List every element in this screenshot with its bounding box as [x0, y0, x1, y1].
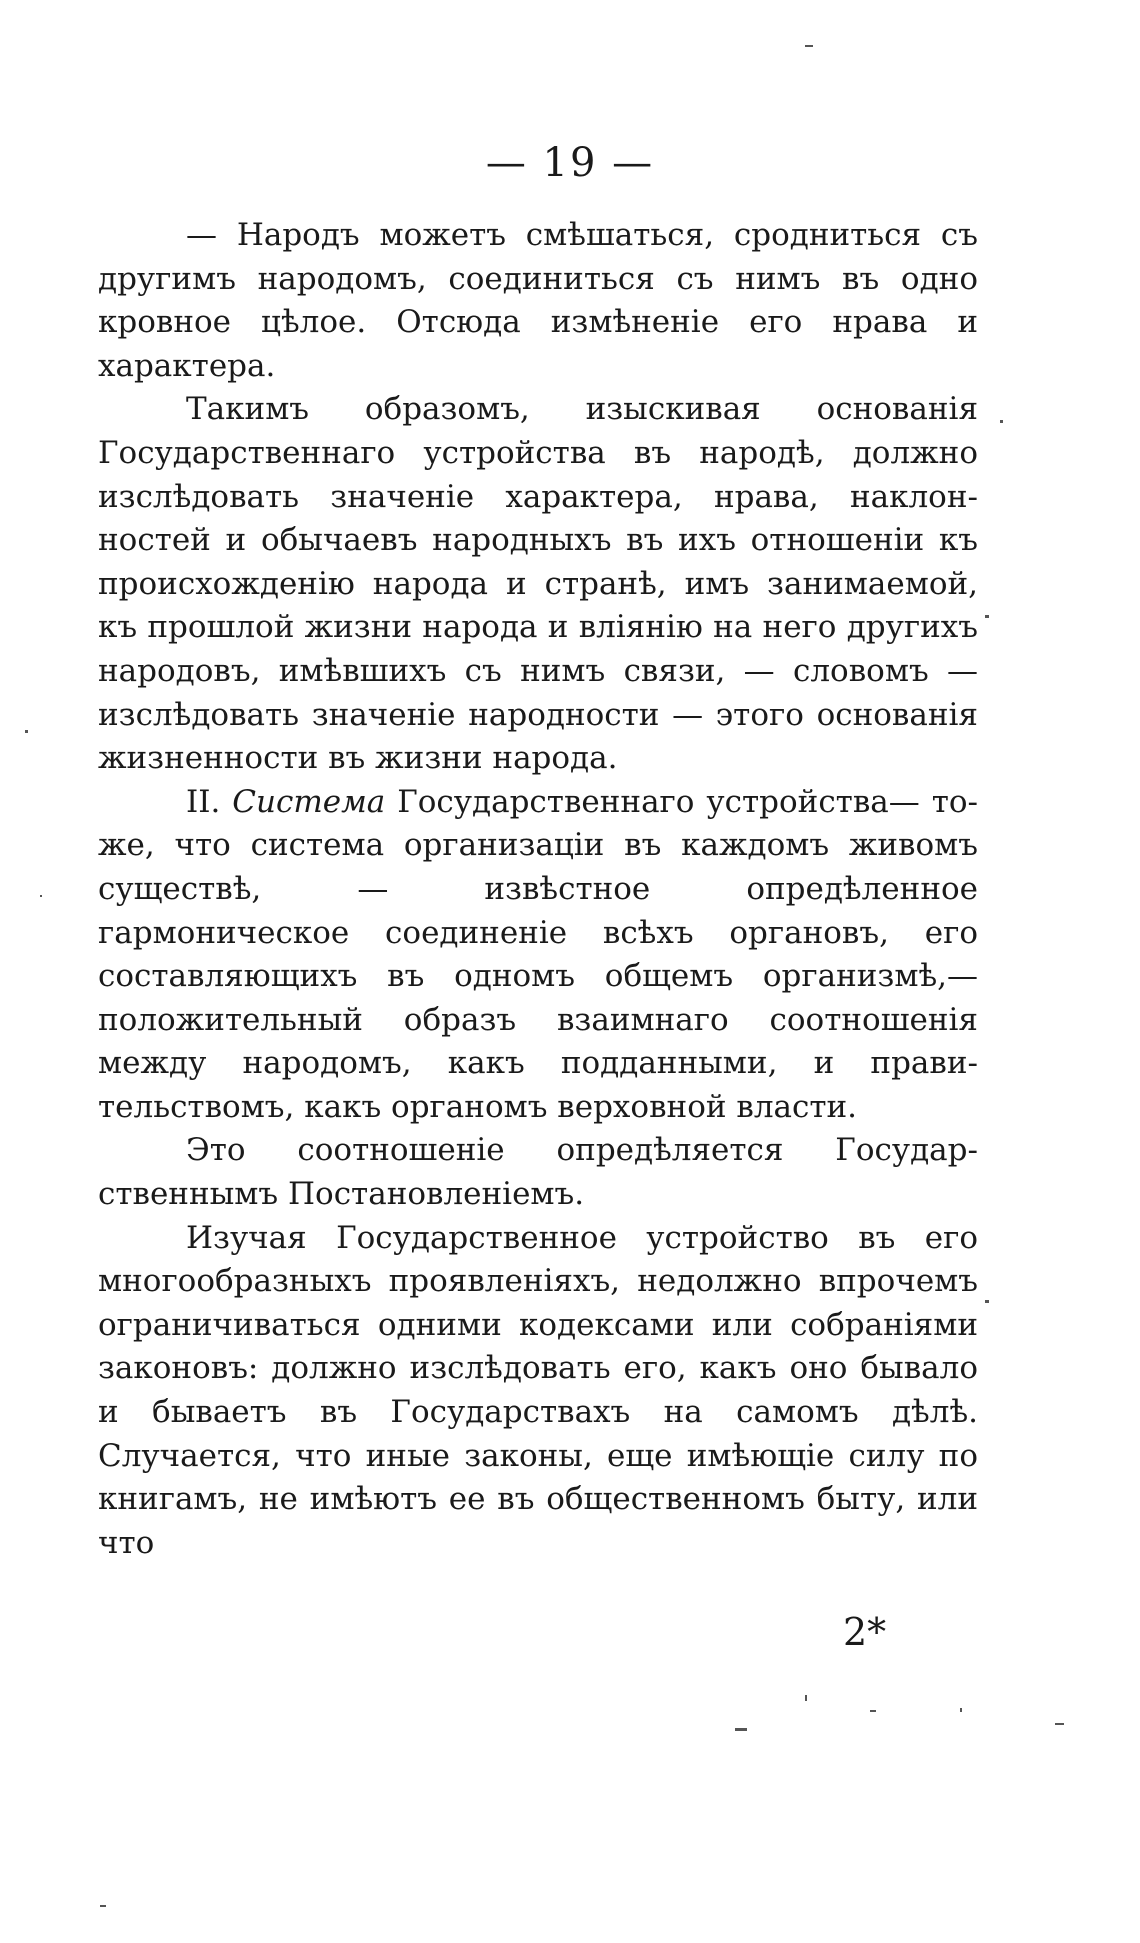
text-body — [98, 214, 978, 1565]
scan-speck — [1000, 420, 1003, 423]
scan-speck — [735, 1728, 747, 1731]
scan-speck — [985, 615, 989, 618]
emphasized-term: Система — [232, 783, 386, 820]
scan-speck — [805, 45, 813, 47]
section-number: II. — [186, 783, 233, 820]
paragraph-3 — [98, 781, 978, 1130]
scan-speck — [870, 1710, 876, 1712]
scan-speck — [985, 1300, 989, 1303]
paragraph-3-text: Государственнаго устройства— то-же, что система организаціи въ каждомъ живомъ существѣ, — извѣстное опредѣленное гармоническое соединеніе всѣхъ органовъ, его составляющихъ въ одномъ общемъ организмѣ,— положительный образъ взаимнаго соотношенія между народомъ, какъ подданными, и правительствомъ, какъ органомъ верховной власти. — [98, 783, 978, 1125]
scan-speck — [805, 1695, 807, 1701]
paragraph-2: Такимъ образомъ, изыскивая основанія Государственнаго устройства въ народѣ, должно изслѣдовать значеніе характера, нрава, наклонностей и обычаевъ народныхъ въ ихъ отношеніи къ происхожденію народа и странѣ, имъ занимаемой, къ прошлой жизни народа и вліянію на него другихъ народовъ, имѣвшихъ съ нимъ связи, — словомъ — изслѣдовать значеніе народности — этого основанія жизненности въ жизни народа. — [98, 391, 978, 777]
scan-speck — [40, 895, 42, 897]
scan-speck — [960, 1708, 962, 1712]
scan-speck — [1055, 1723, 1064, 1725]
paragraph-1: — Народъ можетъ смѣшаться, сродниться съ другимъ народомъ, соединиться съ нимъ въ одно кровное цѣлое. Отсюда измѣненіе его нрава и характера. — [98, 217, 978, 384]
page-number: — 19 — — [485, 140, 655, 186]
scan-speck — [25, 730, 28, 733]
paragraph-4: Это соотношеніе опредѣляется Государственнымъ Постановленіемъ. — [98, 1132, 978, 1213]
paragraph-5: Изучая Государственное устройство въ его многообразныхъ проявленіяхъ, недолжно впрочемъ ограничиваться одними кодексами или собраніями законовъ: должно изслѣдовать его, какъ оно бывало и бываетъ въ Государствахъ на самомъ дѣлѣ. Случается, что иные законы, еще имѣющіе силу по книгамъ, не имѣютъ ее въ общественномъ быту, или что — [98, 1219, 978, 1561]
scan-speck — [100, 1905, 106, 1907]
signature-mark: 2* — [843, 1610, 887, 1654]
